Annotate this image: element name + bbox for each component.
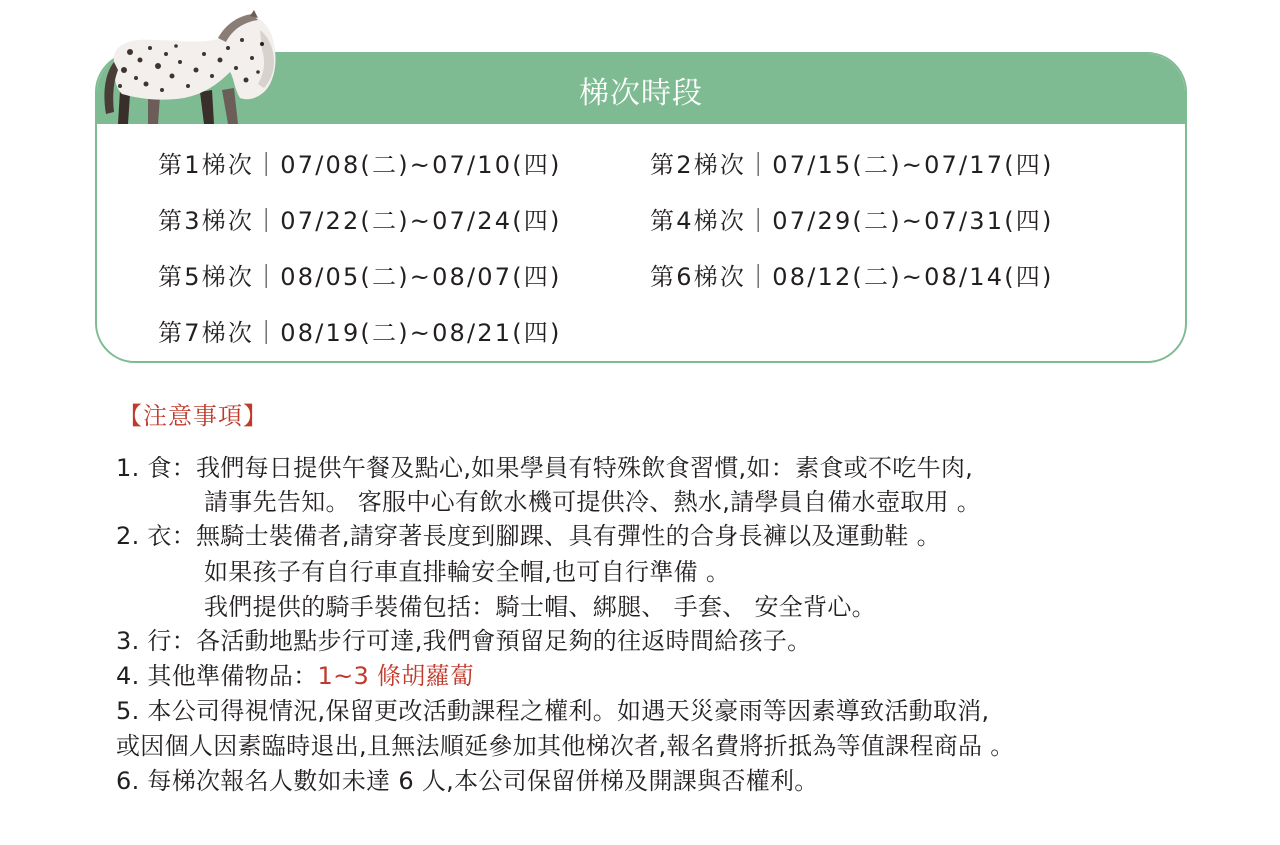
schedule-title: 梯次時段 bbox=[579, 76, 703, 111]
note-transport: 3. 行：各活動地點步行可達,我們會預留足夠的往返時間給孩子。 bbox=[116, 627, 812, 655]
note-food: 1. 食：我們每日提供午餐及點心,如果學員有特殊飲食習慣,如：素食或不吃牛肉, bbox=[116, 454, 974, 482]
horse-illustration bbox=[100, 10, 282, 124]
batch-7: 第7梯次｜08/19(二)~08/21(四) bbox=[158, 319, 562, 347]
batch-5: 第5梯次｜08/05(二)~08/07(四) bbox=[158, 263, 562, 291]
note-supplies-carrots: 1~3 條胡蘿蔔 bbox=[317, 662, 475, 690]
note-rights-continued: 或因個人因素臨時退出,且無法順延參加其他梯次者,報名費將折抵為等值課程商品 。 bbox=[116, 732, 1015, 760]
batch-6: 第6梯次｜08/12(二)~08/14(四) bbox=[650, 263, 1054, 291]
note-food-continued: 請事先告知。 客服中心有飲水機可提供冷、熱水,請學員自備水壺取用 。 bbox=[204, 488, 982, 516]
note-minimum: 6. 每梯次報名人數如未達 6 人,本公司保留併梯及開課與否權利。 bbox=[116, 767, 819, 795]
note-clothing: 2. 衣：無騎士裝備者,請穿著長度到腳踝、具有彈性的合身長褲以及運動鞋 。 bbox=[116, 522, 941, 550]
note-supplies bbox=[116, 656, 474, 691]
note-clothing-helmet: 如果孩子有自行車直排輪安全帽,也可自行準備 。 bbox=[204, 558, 731, 586]
batch-3: 第3梯次｜07/22(二)~07/24(四) bbox=[158, 207, 562, 235]
note-rights: 5. 本公司得視情況,保留更改活動課程之權利。如遇天災豪雨等因素導致活動取消, bbox=[116, 697, 990, 725]
batch-4: 第4梯次｜07/29(二)~07/31(四) bbox=[650, 207, 1054, 235]
notes-heading: 【注意事項】 bbox=[118, 402, 268, 430]
note-supplies-label: 4. 其他準備物品： bbox=[116, 662, 318, 690]
batch-2: 第2梯次｜07/15(二)~07/17(四) bbox=[650, 151, 1054, 179]
batch-1: 第1梯次｜07/08(二)~07/10(四) bbox=[158, 151, 562, 179]
note-clothing-gear: 我們提供的騎手裝備包括：騎士帽、綁腿、 手套、 安全背心。 bbox=[204, 593, 876, 621]
